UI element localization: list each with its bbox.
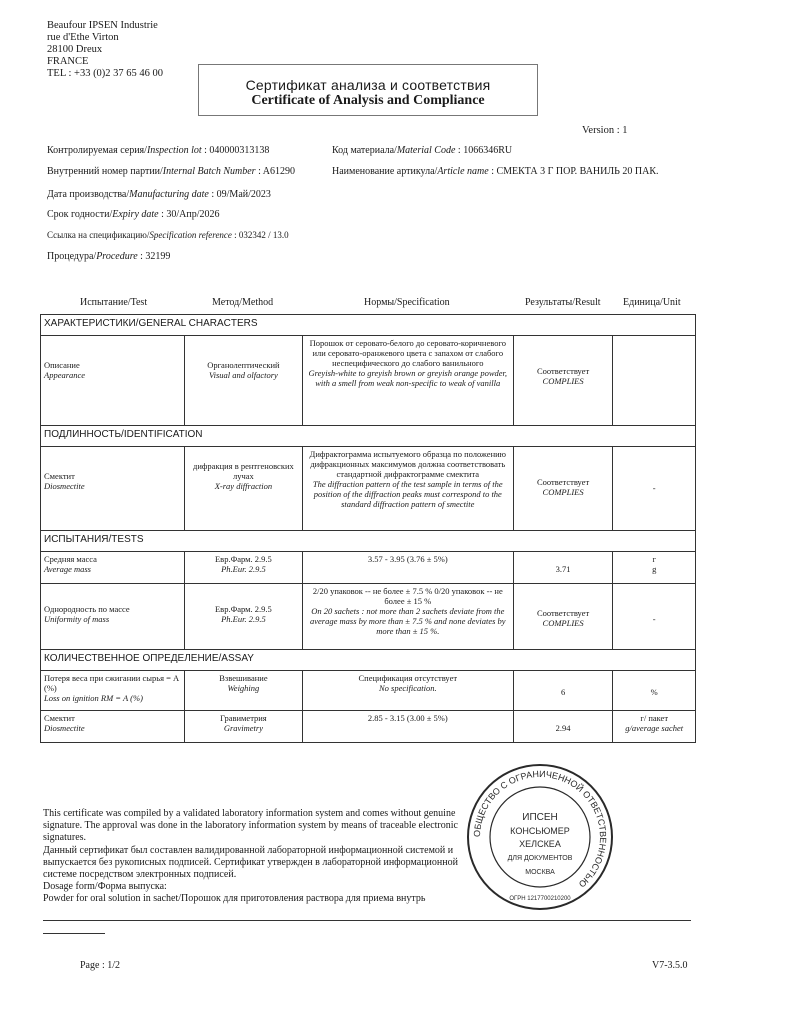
doc-version: V7-3.5.0	[652, 960, 688, 971]
expiry-date: Срок годности/Expiry date : 30/Апр/2026	[47, 209, 220, 220]
section-identification: ПОДЛИННОСТЬ/IDENTIFICATION	[41, 426, 696, 447]
table-row: Средняя масса Average mass Евр.Фарм. 2.9.5 Ph.Eur. 2.9.5 3.57 - 3.95 (3.76 ± 5%) 3.71 г g	[41, 552, 696, 584]
certificate-title-box	[198, 64, 538, 116]
manufacturing-date: Дата производства/Manufacturing date : 09/Май/2023	[47, 189, 271, 200]
page-number: Page : 1/2	[80, 960, 120, 971]
table-row: Смектит Diosmectite дифракция в рентгеновских лучах X-ray diffraction Дифрактограмма испытуемого образца по положению дифракционных максимумов должна соответствовать стандартной дифрактограмме смектита The diffraction pattern of the test sample in terms of the position of the diffraction peaks must correspond to the standard diffraction pattern of smectite Соответствует COMPLIES -	[41, 447, 696, 531]
section-row	[41, 531, 696, 552]
col-method: Метод/Method	[212, 297, 274, 308]
material-code: Код материала/Material Code : 1066346RU	[332, 145, 513, 156]
title-ru: Сертификат анализа и соответствия	[245, 77, 491, 93]
table-row: Потеря веса при сжигании сырья = A (%) Loss on ignition RM = A (%) Взвешивание Weighing Спецификация отсутствует No specification. 6 %	[41, 671, 696, 711]
version: Version : 1	[582, 125, 628, 136]
col-result: Результаты/Result	[525, 297, 601, 308]
section-tests: ИСПЫТАНИЯ/TESTS	[41, 531, 696, 552]
section-row	[41, 650, 696, 671]
stamp-line3: ХЕЛСКЕА	[519, 839, 561, 849]
stamp-line1: ИПСЕН	[522, 812, 558, 823]
divider	[43, 920, 691, 921]
stamp-line2: КОНСЬЮМЕР	[510, 826, 570, 836]
procedure: Процедура/Procedure : 32199	[47, 251, 171, 262]
footer-note-ru: Данный сертификат был составлен валидированной лабораторной информационной системой и выпускается без рукописных подписей. Сертификат утвержден в лабораторной информационной системе посредством электронных подписей.	[43, 845, 458, 880]
section-assay: КОЛИЧЕСТВЕННОЕ ОПРЕДЕЛЕНИЕ/ASSAY	[41, 650, 696, 671]
inspection-lot: Контролируемая серия/Inspection lot : 040000313138	[47, 145, 270, 156]
table-row: Однородность по массе Uniformity of mass Евр.Фарм. 2.9.5 Ph.Eur. 2.9.5 2/20 упаковок -- не более ± 7.5 % 0/20 упаковок -- не более ± 15 % On 20 sachets : not more than 2 sachets deviate from the average mass by more than ± 7.5 % and none deviates by more than ± 15 %. Соответствует COMPLIES -	[41, 584, 696, 650]
stamp-outer-text: ОБЩЕСТВО С ОГРАНИЧЕННОЙ ОТВЕТСТВЕННОСТЬЮ	[471, 768, 609, 890]
dosage-label: Dosage form/Форма выпуска:	[43, 881, 167, 892]
col-test: Испытание/Test	[80, 297, 148, 308]
company-street: rue d'Ethe Virton	[47, 32, 119, 43]
section-row	[41, 426, 696, 447]
spec-reference: Ссылка на спецификацию/Specification reference : 032342 / 13.0	[47, 230, 289, 240]
title-en: Certificate of Analysis and Compliance	[251, 93, 485, 108]
table-row: Описание Appearance Органолептический Visual and olfactory Порошок от серовато-белого до серовато-коричневого или серовато-оранжевого цвета с запахом от слабого неспецифического до слабого ванильного Greyish-white to greyish brown or greyish orange powder, with a smell from weak non-specific to weak of vanilla Соответствует COMPLIES	[41, 336, 696, 426]
company-tel: TEL : +33 (0)2 37 65 46 00	[47, 68, 164, 79]
footer-note-en: This certificate was compiled by a validated laboratory information system and comes without genuine signature. The approval was done in the laboratory information system by means of traceable electronic signatures.	[43, 808, 458, 843]
article-name: Наименование артикула/Article name : СМЕКТА 3 Г ПОР. ВАНИЛЬ 20 ПАК.	[332, 166, 659, 177]
divider-short	[43, 933, 105, 934]
stamp-line4: ДЛЯ ДОКУМЕНТОВ	[507, 855, 573, 862]
company-address	[47, 20, 163, 80]
stamp-city: МОСКВА	[525, 869, 555, 876]
table-row: Смектит Diosmectite Гравиметрия Gravimetry 2.85 - 3.15 (3.00 ± 5%) 2.94 г/ пакет g/average sachet	[41, 711, 696, 743]
company-country: FRANCE	[47, 56, 89, 67]
col-spec: Нормы/Specification	[364, 297, 450, 308]
col-unit: Единица/Unit	[623, 297, 681, 308]
company-name: Beaufour IPSEN Industrie	[47, 20, 158, 31]
section-row	[41, 315, 696, 336]
internal-batch: Внутренний номер партии/Internal Batch Number : A61290	[47, 166, 296, 177]
section-general: ХАРАКТЕРИСТИКИ/GENERAL CHARACTERS	[41, 315, 696, 336]
company-city: 28100 Dreux	[47, 44, 103, 55]
dosage-value: Powder for oral solution in sachet/Порошок для приготовления раствора для приема внутрь	[43, 893, 426, 904]
stamp-ogrn: ОГРН 1217700210200	[509, 896, 571, 902]
results-table	[40, 314, 696, 743]
company-stamp	[465, 762, 615, 912]
